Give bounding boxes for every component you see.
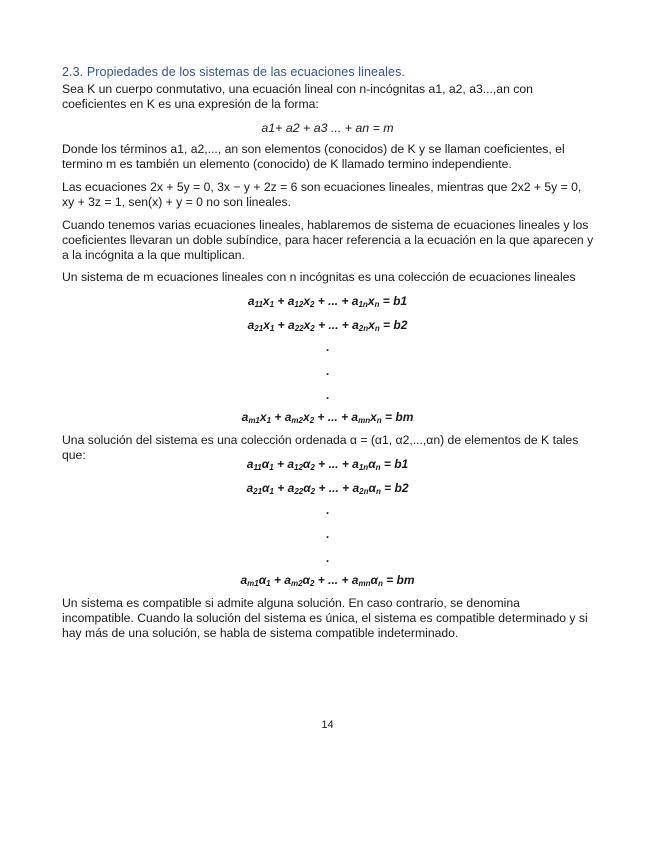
equation-subscript: m2 bbox=[290, 579, 303, 588]
page-number: 14 bbox=[321, 719, 334, 731]
equation-subscript: 12 bbox=[294, 463, 303, 472]
equation-subscript: 1 bbox=[266, 579, 271, 588]
equation-subscript: n bbox=[374, 300, 380, 309]
equation-subscript: n bbox=[375, 487, 381, 496]
equation-subscript: n bbox=[376, 416, 382, 425]
equation-subscript: mn bbox=[358, 416, 371, 425]
equation-subscript: 1 bbox=[269, 487, 274, 496]
equation-subscript: m2 bbox=[291, 416, 303, 425]
solution-equation-row-1: $a_{11}\alpha_1 + a_{12}\alpha_2$ + ... + $a_{1n}\alpha_n = b1$ bbox=[246, 457, 409, 472]
ellipsis-dot: . bbox=[325, 527, 330, 541]
equation-subscript: 2 bbox=[310, 300, 315, 309]
ellipsis-dot: . bbox=[325, 340, 330, 354]
paragraph-definition: Sea K un cuerpo conmutativo, una ecuación lineal con n-incógnitas a1, a2, a3...,an con coeficientes en K es una expresión de la forma: bbox=[62, 82, 533, 112]
equation-subscript: 1n bbox=[358, 300, 368, 309]
paragraph-solution-definition: Una solución del sistema es una colección ordenada α = (α1, α2,...,αn) de elementos de K tales que: bbox=[62, 433, 579, 463]
equation-subscript: 1 bbox=[266, 416, 272, 425]
equation-subscript: 1n bbox=[358, 463, 369, 472]
equation-subscript: 1 bbox=[269, 324, 275, 333]
equation-subscript: 21 bbox=[254, 324, 264, 333]
equation-subscript: m1 bbox=[248, 416, 260, 425]
equation-subscript: 2 bbox=[310, 324, 315, 333]
ellipsis-dot: . bbox=[325, 388, 330, 402]
equation-subscript: 2n bbox=[358, 324, 369, 333]
equation-subscript: 11 bbox=[254, 300, 263, 309]
equation-subscript: 2 bbox=[309, 416, 315, 425]
equation-subscript: 21 bbox=[253, 487, 263, 496]
equation-subscript: n bbox=[375, 463, 381, 472]
equation-subscript: mn bbox=[358, 579, 371, 588]
paragraph-system-definition: Un sistema de m ecuaciones lineales con n incógnitas es una colección de ecuaciones lineales bbox=[62, 270, 576, 284]
ellipsis-dot: . bbox=[325, 503, 330, 517]
equation-subscript: 2 bbox=[310, 579, 315, 588]
paragraph-systems: Cuando tenemos varias ecuaciones lineales, hablaremos de sistema de ecuaciones lineales y los coeficientes llevaran un doble subíndice, para hacer referencia a la ecuación en la que aparecen y a la incógnita a la que multiplican. bbox=[62, 218, 594, 263]
equation-subscript: 22 bbox=[294, 487, 304, 496]
equation-subscript: n bbox=[377, 579, 383, 588]
equation-subscript: 2 bbox=[310, 487, 316, 496]
paragraph-compatibility: Un sistema es compatible si admite alguna solución. En caso contrario, se denomina incompatible. Cuando la solución del sistema es única, el sistema es compatible determinado y si hay más de una solución, se habla de sistema compatible indeterminado. bbox=[62, 596, 588, 641]
equation-subscript: 12 bbox=[294, 300, 304, 309]
equation-subscript: n bbox=[374, 324, 380, 333]
ellipsis-dot: . bbox=[325, 551, 330, 565]
equation-subscript: m1 bbox=[247, 579, 259, 588]
solution-equation-row-m: $a_{m1}\alpha_1 + a_{m2}\alpha_2$ + ... + $a_{mn}\alpha_n$ = bm bbox=[240, 573, 415, 588]
section-heading: 2.3. Propiedades de los sistemas de las ecuaciones lineales. bbox=[62, 65, 406, 79]
paragraph-terms: Donde los términos a1, a2,..., an son elementos (conocidos) de K y se llaman coeficientes, el termino m es también un elemento (conocido) de K llamado termino independiente. bbox=[62, 142, 565, 172]
equation-subscript: 2n bbox=[359, 487, 369, 496]
equation-general-form: a1+ a2 + a3 ... + an = m bbox=[261, 121, 394, 135]
ellipsis-dot: . bbox=[325, 364, 330, 378]
system-equation-row-m: $a_{m1}x_1 + a_{m2}x_2$ + ... + $a_{mn}x_n$ = bm bbox=[241, 410, 414, 425]
system-equation-row-1: $a_{11}x_1 + a_{12}x_2$ + ... + $a_{1n}x_n = b1$ bbox=[247, 294, 408, 309]
equation-subscript: 1 bbox=[269, 463, 274, 472]
equation-subscript: 22 bbox=[294, 324, 304, 333]
system-equation-row-2: $a_{21}x_1 + a_{22}x_2$ + ... + $a_{2n}x_n = b2$ bbox=[247, 318, 408, 333]
solution-equation-row-2: $a_{21}\alpha_1 + a_{22}\alpha_2$ + ... + $a_{2n}\alpha_n = b2$ bbox=[246, 481, 409, 496]
equation-subscript: 2 bbox=[310, 463, 315, 472]
equation-subscript: 1 bbox=[269, 300, 275, 309]
equation-subscript: 11 bbox=[253, 463, 262, 472]
paragraph-examples: Las ecuaciones 2x + 5y = 0, 3x − y + 2z = 6 son ecuaciones lineales, mientras que 2x2 + 5y = 0, xy + 3z = 1, sen(x) + y = 0 no son lineales. bbox=[62, 180, 582, 210]
